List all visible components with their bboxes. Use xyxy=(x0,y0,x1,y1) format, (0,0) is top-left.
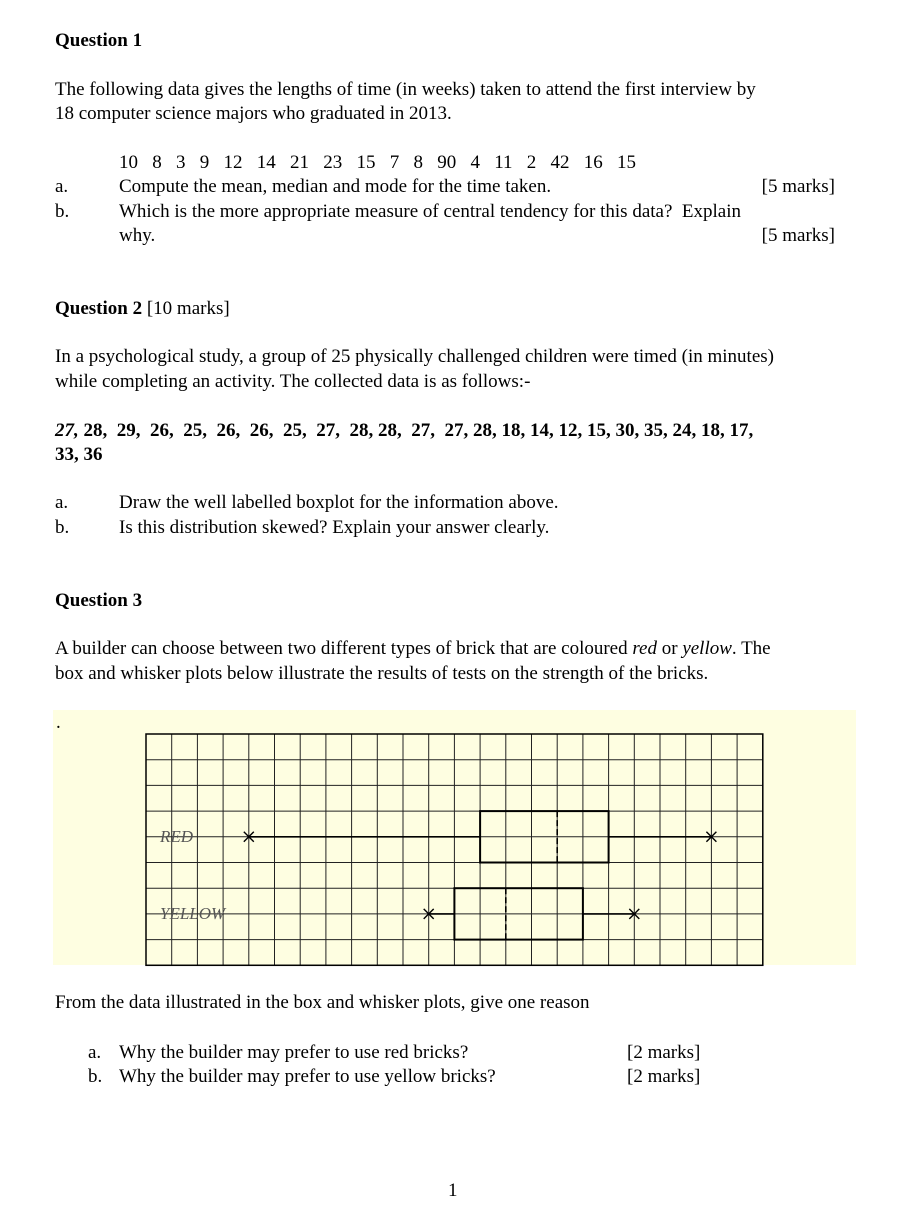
q3-intro-line2: box and whisker plots below illustrate the results of tests on the strength of the bricks. xyxy=(55,663,709,684)
q2-a-text: Draw the well labelled boxplot for the information above. xyxy=(119,492,559,513)
series-label-yellow: YELLOW xyxy=(160,903,226,923)
q3-intro-red: red xyxy=(632,638,657,659)
q1-b-text-line1: Which is the more appropriate measure of central tendency for this data? Explain xyxy=(119,201,741,222)
q3-b-text: Why the builder may prefer to use yellow bricks? xyxy=(119,1066,496,1087)
q1-intro-line2: 18 computer science majors who graduated in 2013. xyxy=(55,103,452,124)
q3-heading: Question 3 xyxy=(55,590,143,611)
q1-intro-line1: The following data gives the lengths of time (in weeks) taken to attend the first interview by xyxy=(55,79,756,100)
chart-dot: . xyxy=(56,712,61,733)
q1-b-marks: [5 marks] xyxy=(761,225,835,246)
q1-b-label: b. xyxy=(55,201,70,222)
q1-data: 10 8 3 9 12 14 21 23 15 7 8 90 4 11 2 42 16 15 xyxy=(119,152,637,173)
q2-a-label: a. xyxy=(55,492,69,513)
q1-b-text-line2: why. xyxy=(119,225,156,246)
q2-data-line2: 33, 36 xyxy=(55,444,103,465)
q2-b-label: b. xyxy=(55,517,70,538)
q2-data-rest: 28, 29, 26, 25, 26, 26, 25, 27, 28, 28, 27, 27, 28, 18, 14, 12, 15, 30, 35, 24, 18, 17, xyxy=(78,420,754,441)
page-number: 1 xyxy=(448,1180,458,1201)
q3-followup: From the data illustrated in the box and whisker plots, give one reason xyxy=(55,992,590,1013)
q3-a-text: Why the builder may prefer to use red bricks? xyxy=(119,1042,469,1063)
series-label-red: RED xyxy=(160,826,194,846)
q2-heading-marks: [10 marks] xyxy=(146,298,230,319)
chart-boxes xyxy=(159,811,716,940)
q3-a-label: a. xyxy=(88,1042,102,1063)
q3-intro-pre: A builder can choose between two different types of brick that are coloured xyxy=(55,638,633,659)
q3-intro-or: or xyxy=(656,638,683,659)
q3-intro-yellow: yellow xyxy=(682,638,732,659)
q2-heading: Question 2 xyxy=(55,298,143,319)
q2-intro-line2: while completing an activity. The collected data is as follows:- xyxy=(55,371,531,392)
q1-a-label: a. xyxy=(55,176,69,197)
q2-intro-line1: In a psychological study, a group of 25 physically challenged children were timed (in minutes) xyxy=(55,346,774,367)
q1-a-marks: [5 marks] xyxy=(761,176,835,197)
q1-heading: Question 1 xyxy=(55,30,143,51)
q3-a-marks: [2 marks] xyxy=(627,1042,701,1063)
q1-a-text: Compute the mean, median and mode for the time taken. xyxy=(119,176,552,197)
q3-b-label: b. xyxy=(88,1066,103,1087)
q3-intro-post: . The xyxy=(731,638,771,659)
q3-b-marks: [2 marks] xyxy=(627,1066,701,1087)
q2-data-first: 27, xyxy=(55,420,79,441)
q2-b-text: Is this distribution skewed? Explain your answer clearly. xyxy=(119,517,550,538)
